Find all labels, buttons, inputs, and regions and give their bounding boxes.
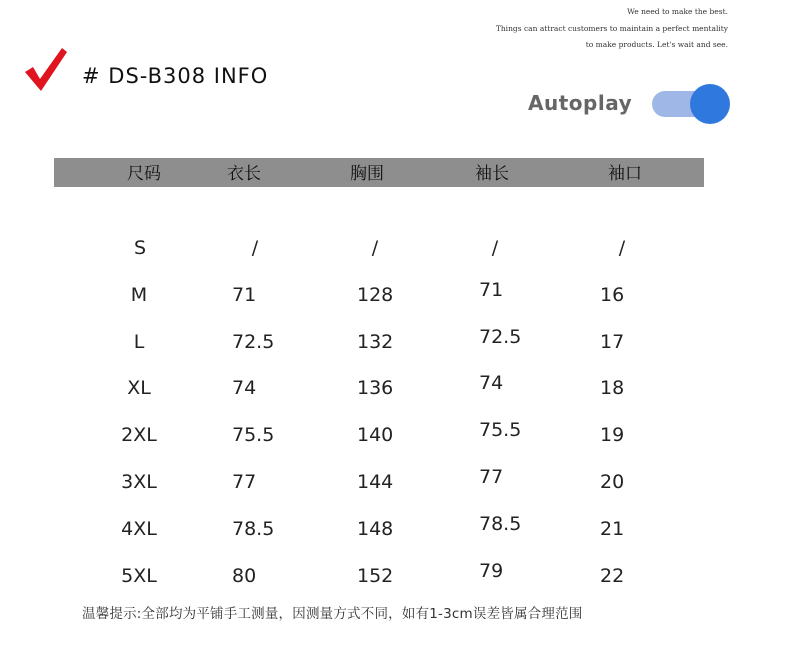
table-cell: 75.5 <box>232 424 275 446</box>
table-row <box>54 466 704 518</box>
table-cell: 71 <box>232 284 257 306</box>
autoplay-toggle[interactable] <box>652 84 732 124</box>
header-sleeve: 袖长 <box>475 164 509 184</box>
table-cell: 3XL <box>121 471 157 493</box>
table-cell: 136 <box>357 377 394 399</box>
table-cell: 132 <box>357 331 394 353</box>
table-row <box>54 372 704 424</box>
table-cell: 144 <box>357 471 394 493</box>
table-cell: 22 <box>600 565 625 587</box>
header-length: 衣长 <box>227 164 261 184</box>
table-cell: 20 <box>600 471 625 493</box>
table-cell: 75.5 <box>479 419 522 441</box>
table-cell: 148 <box>357 518 394 540</box>
table-cell: 19 <box>600 424 625 446</box>
header-size: 尺码 <box>127 164 161 184</box>
table-cell: 77 <box>232 471 257 493</box>
table-cell: M <box>130 284 148 306</box>
table-cell: L <box>133 331 145 353</box>
table-cell: 128 <box>357 284 394 306</box>
table-header-row <box>54 158 704 187</box>
table-cell: 72.5 <box>479 326 522 348</box>
table-cell: / <box>491 237 499 259</box>
table-cell: 5XL <box>121 565 157 587</box>
table-cell: 74 <box>479 372 504 394</box>
measurement-note: 温馨提示:全部均为平铺手工测量，因测量方式不同，如有1-3cm误差皆属合理范围 <box>82 606 583 622</box>
toggle-knob <box>690 84 730 124</box>
page-title: # DS-B308 INFO <box>82 64 269 88</box>
table-row <box>54 279 704 331</box>
table-cell: S <box>133 237 147 259</box>
table-cell: 80 <box>232 565 257 587</box>
checkmark-icon <box>22 46 68 94</box>
table-cell: 71 <box>479 279 504 301</box>
table-cell: 17 <box>600 331 625 353</box>
table-row <box>54 419 704 471</box>
tagline-line: Things can attract customers to maintain a perfect mentality <box>495 23 728 33</box>
table-cell: 78.5 <box>232 518 275 540</box>
table-cell: / <box>251 237 259 259</box>
table-cell: 78.5 <box>479 513 522 535</box>
table-cell: 4XL <box>121 518 157 540</box>
table-cell: 79 <box>479 560 504 582</box>
tagline-line: to make products. Let's wait and see. <box>585 40 728 49</box>
header-cuff: 袖口 <box>608 164 642 184</box>
tagline <box>496 4 728 54</box>
table-cell: 74 <box>232 377 257 399</box>
table-row <box>54 237 704 284</box>
table-cell: 16 <box>600 284 625 306</box>
table-cell: 152 <box>357 565 394 587</box>
tagline-line: We need to make the best. <box>627 7 728 16</box>
table-cell: 72.5 <box>232 331 275 353</box>
table-cell: 2XL <box>121 424 157 446</box>
table-cell: 21 <box>600 518 625 540</box>
table-cell: 140 <box>357 424 394 446</box>
table-cell: XL <box>127 377 151 399</box>
autoplay-label: Autoplay <box>528 91 633 115</box>
table-row <box>54 513 704 565</box>
table-cell: 77 <box>479 466 504 488</box>
table-cell: / <box>618 237 626 259</box>
table-row <box>54 326 704 378</box>
header-chest: 胸围 <box>350 164 384 184</box>
table-cell: 18 <box>600 377 625 399</box>
size-table <box>54 158 704 587</box>
table-cell: / <box>371 237 379 259</box>
